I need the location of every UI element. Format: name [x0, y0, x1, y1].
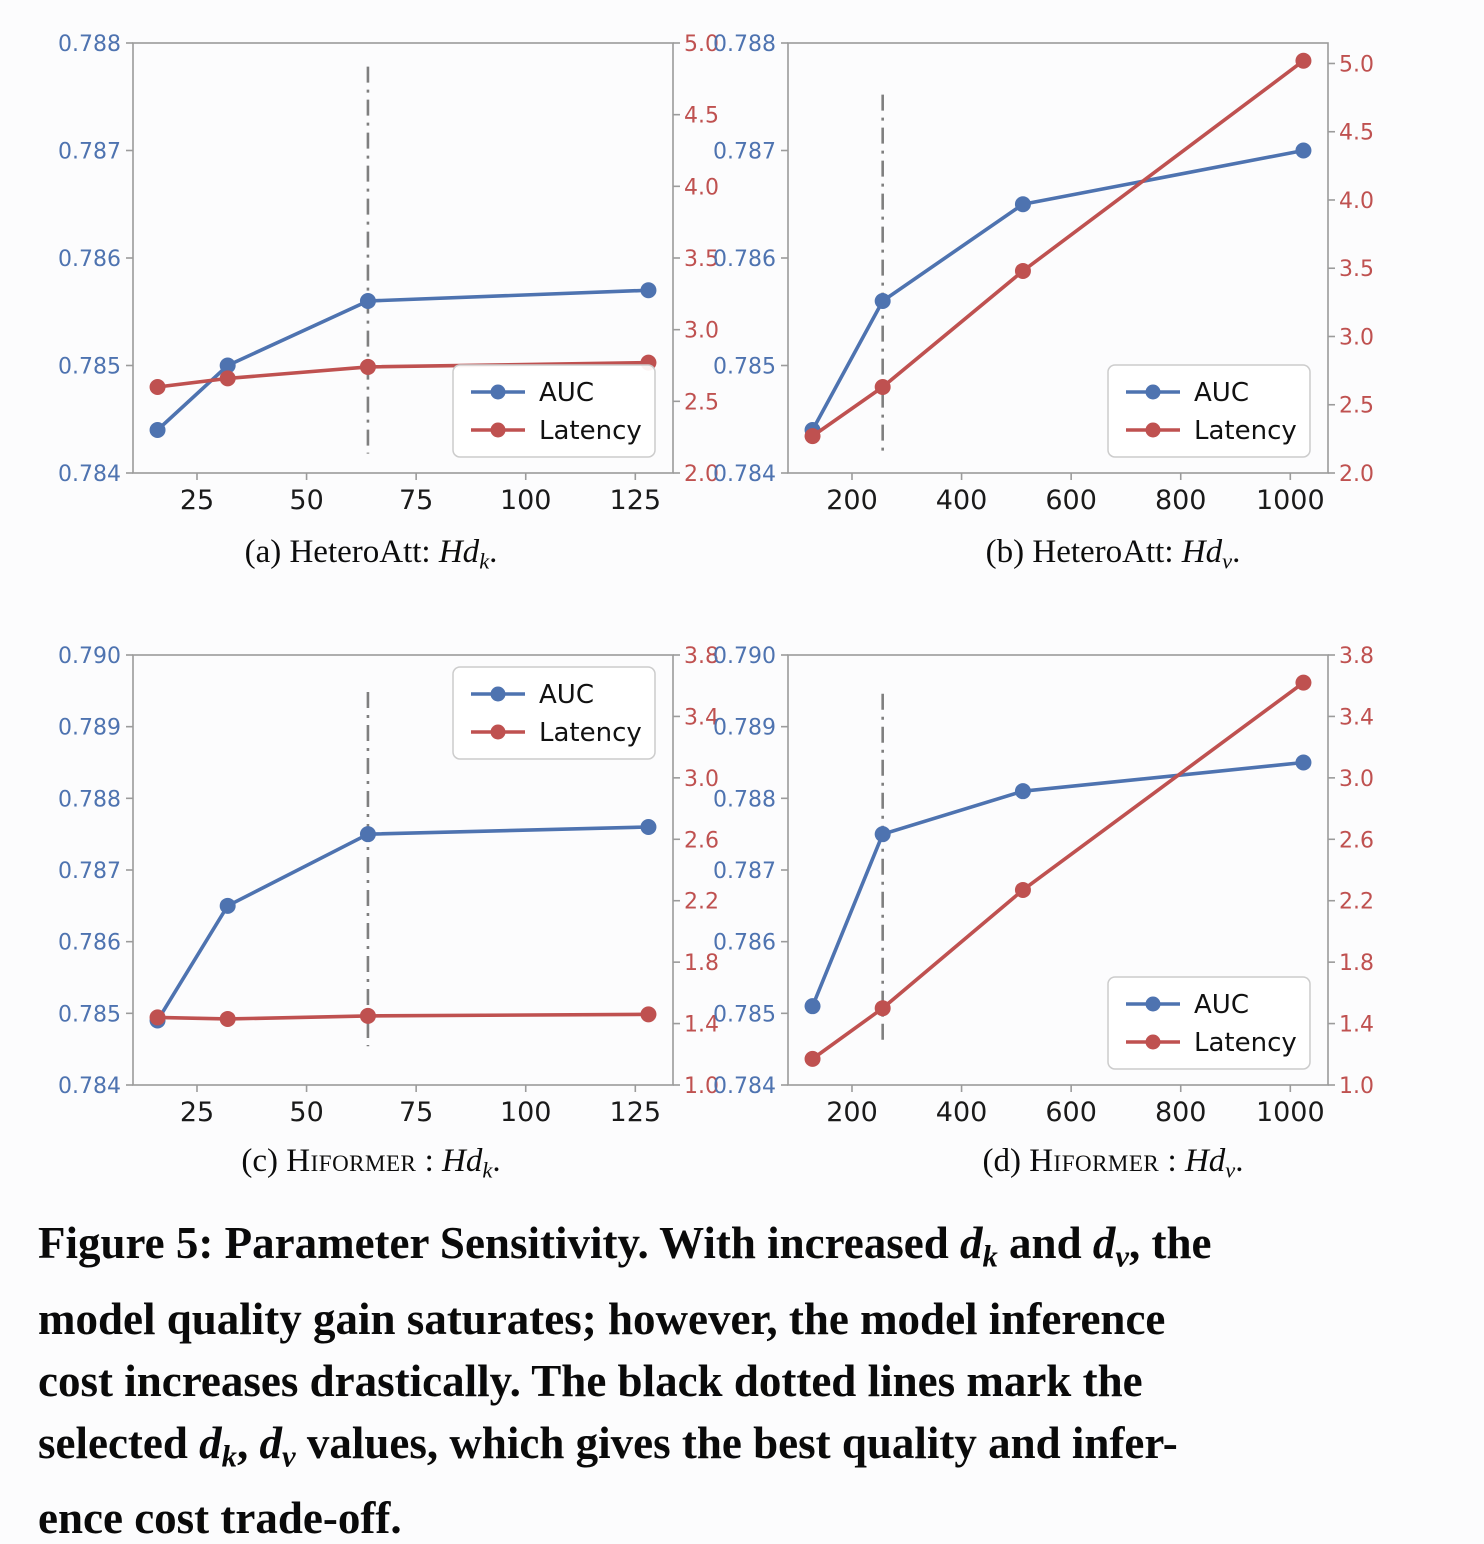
legend-auc-label: AUC [1194, 990, 1249, 1020]
left-tick-label: 0.788 [713, 32, 776, 57]
text-segment: Hd [1184, 1143, 1226, 1179]
latency-marker [1015, 882, 1031, 898]
x-tick-label: 400 [935, 485, 988, 516]
text-segment: Hd [438, 534, 480, 570]
right-tick-label: 5.0 [684, 32, 719, 57]
right-tick-label: 2.2 [1339, 889, 1374, 915]
right-tick-label: 2.0 [684, 462, 719, 487]
auc-marker [1295, 143, 1311, 159]
subplot-a [41, 29, 751, 516]
right-tick-label: 2.0 [1339, 462, 1374, 487]
legend-auc-label: AUC [1194, 378, 1249, 408]
text-segment: Hd [1181, 534, 1223, 570]
left-tick-label: 0.787 [713, 859, 776, 884]
left-tick-label: 0.784 [58, 462, 121, 487]
latency-marker [150, 1009, 166, 1025]
left-tick-label: 0.788 [58, 32, 121, 57]
legend-latency-marker [491, 423, 506, 438]
latency-marker [220, 370, 236, 386]
latency-marker [1015, 263, 1031, 279]
left-tick-label: 0.787 [58, 139, 121, 165]
text-segment: values, which gives the best quality and infer- [295, 1417, 1178, 1468]
latency-marker [360, 1008, 376, 1024]
text-segment: (a) HeteroAtt: [244, 534, 439, 570]
left-tick-label: 0.788 [713, 787, 776, 813]
text-segment: k [479, 548, 490, 574]
x-tick-label: 600 [1045, 485, 1097, 516]
x-tick-label: 1000 [1255, 485, 1325, 516]
right-tick-label: 3.0 [684, 766, 719, 792]
caption-line [38, 1487, 1450, 1544]
auc-marker [360, 826, 376, 842]
text-segment: ence cost trade-off. [38, 1493, 402, 1544]
right-tick-label: 4.0 [1339, 188, 1374, 214]
legend [1108, 365, 1310, 457]
subcaption-row-1 [0, 534, 1484, 574]
right-tick-label: 2.2 [684, 889, 719, 915]
latency-marker [640, 1006, 656, 1022]
left-tick-label: 0.787 [58, 859, 121, 884]
chart-c-svg [41, 641, 751, 1128]
caption-line [38, 1288, 1450, 1350]
x-tick-label: 50 [289, 485, 324, 516]
x-tick-label: 75 [398, 1097, 434, 1128]
text-segment: . [1235, 1143, 1244, 1179]
auc-marker [220, 898, 236, 914]
chart-d-svg [696, 641, 1406, 1128]
legend-latency-marker [491, 725, 506, 740]
text-segment: v [1222, 548, 1233, 574]
text-segment: v [281, 1439, 296, 1474]
text-segment: Hd [442, 1143, 483, 1179]
text-segment: , the [1128, 1218, 1212, 1268]
subplot-a-caption [0, 534, 742, 574]
right-tick-label: 1.8 [684, 951, 719, 977]
auc-marker [640, 282, 656, 298]
right-tick-label: 4.5 [684, 103, 719, 129]
legend-auc-marker [491, 687, 506, 702]
left-tick-label: 0.789 [713, 715, 776, 741]
left-tick-label: 0.785 [58, 1002, 121, 1028]
left-tick-label: 0.785 [58, 354, 121, 380]
right-tick-label: 5.0 [1339, 52, 1374, 78]
legend-latency-label: Latency [1194, 416, 1297, 446]
right-tick-label: 3.0 [684, 318, 719, 344]
right-tick-label: 4.0 [684, 175, 719, 201]
legend-auc-marker [491, 385, 506, 400]
text-segment: selected [38, 1417, 200, 1468]
text-segment: Figure 5: Parameter Sensitivity. With increased [38, 1218, 960, 1268]
text-segment: d [199, 1417, 222, 1468]
legend [453, 667, 655, 759]
caption-line [38, 1350, 1450, 1412]
legend [1108, 977, 1310, 1069]
right-tick-label: 2.6 [684, 828, 719, 854]
legend-auc-label: AUC [539, 680, 594, 710]
subplot-b [696, 29, 1406, 516]
text-segment: . [492, 1143, 501, 1179]
x-tick-label: 200 [826, 1097, 878, 1128]
auc-marker [875, 826, 891, 842]
left-tick-label: 0.786 [713, 247, 776, 272]
left-tick-label: 0.785 [713, 354, 776, 380]
text-segment: and [997, 1218, 1093, 1268]
left-tick-label: 0.788 [58, 787, 121, 813]
legend-auc-marker [1146, 997, 1161, 1012]
legend-latency-marker [1146, 423, 1161, 438]
latency-marker [805, 1051, 821, 1067]
right-tick-label: 3.0 [1339, 766, 1374, 792]
text-segment: , [236, 1417, 260, 1468]
text-segment: (c) [241, 1143, 287, 1179]
legend [453, 365, 655, 457]
right-tick-label: 2.5 [1339, 393, 1374, 419]
text-segment: v [1115, 1239, 1129, 1274]
latency-marker [1295, 675, 1311, 691]
text-segment: k [221, 1439, 237, 1474]
subplot-d-caption [742, 1143, 1484, 1183]
text-segment: cost increases drastically. The black dotted lines mark the [38, 1355, 1143, 1406]
left-tick-label: 0.786 [713, 930, 776, 956]
latency-marker [360, 359, 376, 375]
left-tick-label: 0.786 [58, 930, 121, 956]
text-segment: model quality gain saturates; however, the model inference [38, 1293, 1166, 1344]
x-tick-label: 125 [609, 485, 662, 516]
text-segment: Hiformer [286, 1143, 417, 1179]
legend-latency-marker [1146, 1035, 1161, 1050]
x-tick-label: 50 [289, 1097, 324, 1128]
x-tick-label: 75 [398, 485, 434, 516]
right-tick-label: 4.5 [1339, 120, 1374, 146]
text-segment: : [1159, 1143, 1185, 1179]
chart-b-svg [696, 29, 1406, 516]
subplot-c [41, 641, 751, 1128]
auc-marker [1015, 196, 1031, 212]
chart-a-svg [41, 29, 751, 516]
caption-line [38, 1212, 1450, 1288]
right-tick-label: 3.8 [1339, 644, 1374, 669]
x-tick-label: 200 [826, 485, 878, 516]
latency-marker [875, 379, 891, 395]
text-segment: d [1092, 1218, 1116, 1268]
left-tick-label: 0.786 [58, 247, 121, 272]
latency-marker [150, 379, 166, 395]
x-tick-label: 1000 [1255, 1097, 1325, 1128]
subplot-d [696, 641, 1406, 1128]
text-segment: . [489, 534, 498, 570]
text-segment: v [1225, 1157, 1236, 1183]
x-tick-label: 125 [609, 1097, 662, 1128]
text-segment: (d) [982, 1143, 1030, 1179]
subplot-b-caption [742, 534, 1484, 574]
auc-marker [150, 422, 166, 438]
caption-line [38, 1412, 1450, 1488]
left-tick-label: 0.790 [58, 644, 121, 669]
latency-marker [875, 1000, 891, 1016]
text-segment: : [416, 1143, 443, 1179]
left-tick-label: 0.789 [58, 715, 121, 741]
auc-marker [875, 293, 891, 309]
text-segment: d [960, 1218, 983, 1268]
x-tick-label: 800 [1154, 1097, 1207, 1128]
auc-marker [1015, 783, 1031, 799]
legend-latency-label: Latency [539, 718, 642, 748]
right-tick-label: 2.5 [684, 390, 719, 416]
left-tick-label: 0.785 [713, 1002, 776, 1028]
text-segment: . [1232, 534, 1241, 570]
latency-marker [220, 1011, 236, 1027]
right-tick-label: 1.4 [684, 1012, 719, 1038]
right-tick-label: 3.4 [1339, 705, 1374, 731]
legend-auc-label: AUC [539, 378, 594, 408]
right-tick-label: 2.6 [1339, 828, 1374, 854]
right-tick-label: 1.8 [1339, 951, 1374, 977]
subplot-c-caption [0, 1143, 742, 1183]
text-segment: k [482, 1157, 493, 1183]
text-segment: (b) HeteroAtt: [985, 534, 1182, 570]
x-tick-label: 25 [179, 1097, 215, 1128]
auc-marker [640, 819, 656, 835]
right-tick-label: 3.5 [1339, 257, 1374, 283]
right-tick-label: 1.0 [1339, 1074, 1374, 1099]
latency-marker [805, 428, 821, 444]
x-tick-label: 800 [1154, 485, 1207, 516]
x-tick-label: 100 [499, 485, 552, 516]
text-segment: d [259, 1417, 282, 1468]
left-tick-label: 0.784 [58, 1074, 121, 1099]
right-tick-label: 3.4 [684, 705, 719, 731]
x-tick-label: 600 [1045, 1097, 1097, 1128]
right-tick-label: 1.0 [684, 1074, 719, 1099]
left-tick-label: 0.790 [713, 644, 776, 669]
legend-auc-marker [1146, 385, 1161, 400]
left-tick-label: 0.784 [713, 1074, 776, 1099]
text-segment: Hiformer [1029, 1143, 1160, 1179]
legend-latency-label: Latency [539, 416, 642, 446]
auc-marker [1295, 755, 1311, 771]
auc-marker [805, 998, 821, 1014]
figure-caption [38, 1212, 1450, 1544]
latency-marker [1295, 53, 1311, 69]
subcaption-row-2 [0, 1143, 1484, 1183]
x-tick-label: 25 [179, 485, 215, 516]
auc-marker [360, 293, 376, 309]
x-tick-label: 100 [499, 1097, 552, 1128]
legend-latency-label: Latency [1194, 1028, 1297, 1058]
right-tick-label: 3.0 [1339, 325, 1374, 351]
text-segment: k [982, 1239, 998, 1274]
right-tick-label: 3.8 [684, 644, 719, 669]
right-tick-label: 3.5 [684, 247, 719, 272]
right-tick-label: 1.4 [1339, 1012, 1374, 1038]
left-tick-label: 0.784 [713, 462, 776, 487]
left-tick-label: 0.787 [713, 139, 776, 165]
x-tick-label: 400 [935, 1097, 988, 1128]
